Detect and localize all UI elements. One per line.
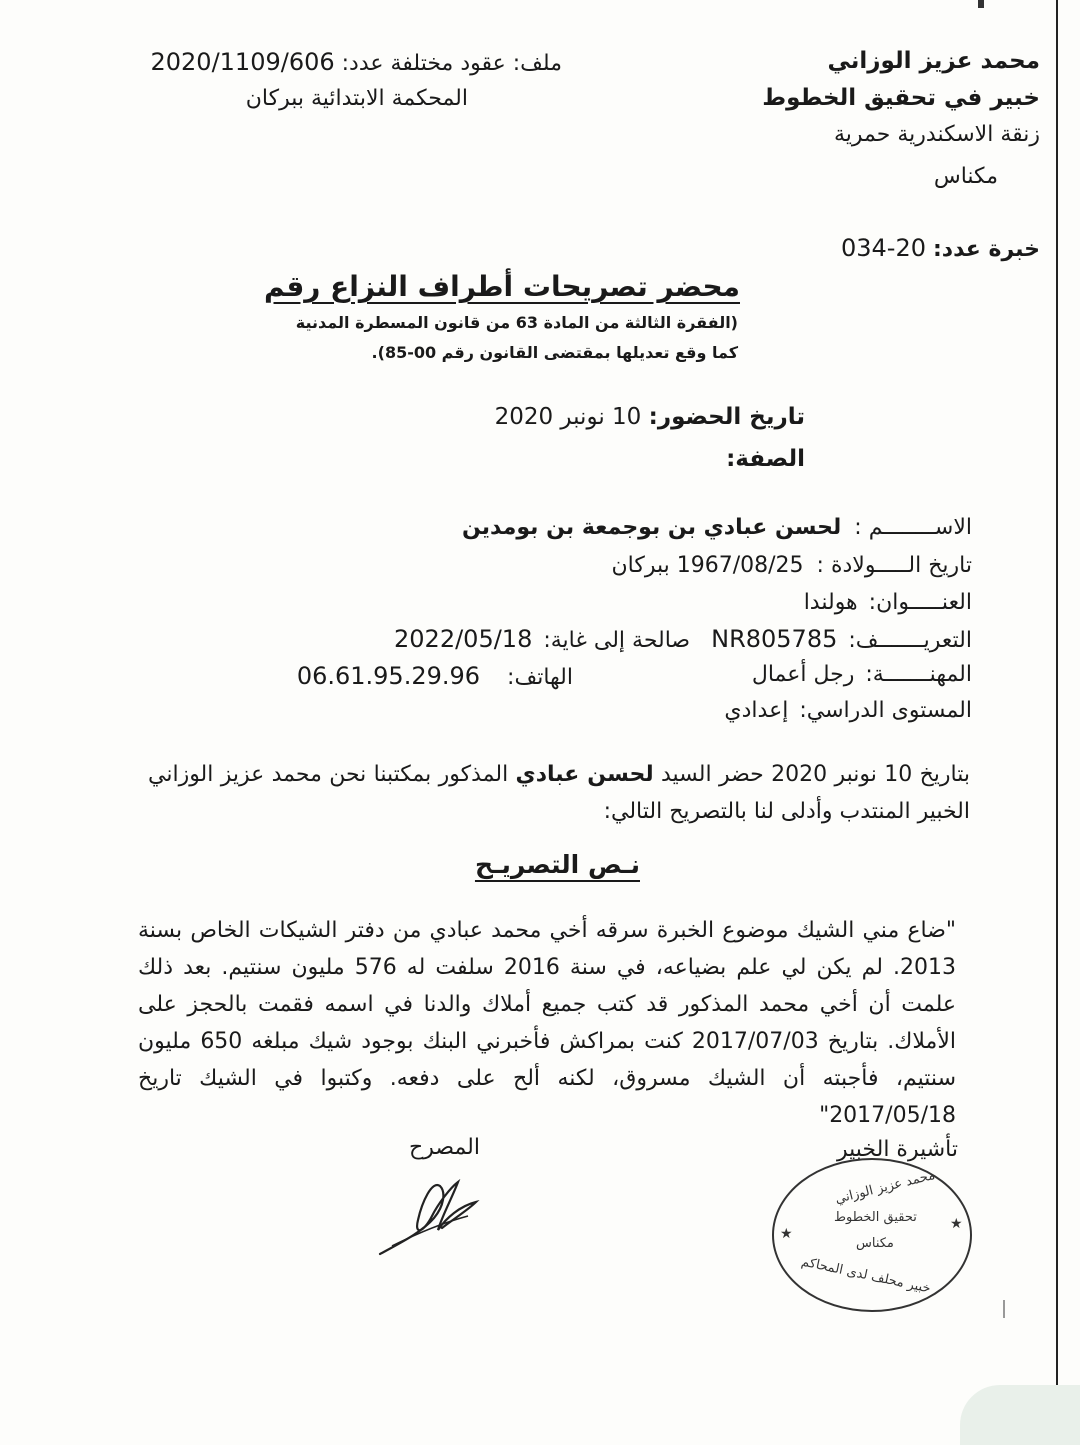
scan-mark xyxy=(978,0,984,8)
attendance-date-value: 10 نونبر 2020 xyxy=(494,404,642,430)
capacity-label: الصفة: xyxy=(726,446,805,472)
phone-row xyxy=(297,662,573,690)
intro-paragraph xyxy=(148,756,970,830)
seal-city: مكناس xyxy=(856,1236,894,1251)
expert-city: مكناس xyxy=(933,164,998,189)
seal-star-right-icon: ★ xyxy=(950,1216,963,1232)
address-row xyxy=(804,590,972,615)
education-value: إعدادي xyxy=(724,698,789,723)
education-row xyxy=(724,698,972,723)
valid-label: صالحة إلى غاية: xyxy=(543,628,691,653)
address-label: العنـــــوان: xyxy=(868,590,972,615)
phone-label: الهاتف: xyxy=(507,665,573,690)
seal-specialty: تحقيق الخطوط xyxy=(834,1210,917,1225)
expert-name: محمد عزيز الوزاني xyxy=(827,48,1040,74)
page-edge-line xyxy=(1056,0,1058,1412)
attendance-date-row xyxy=(495,404,805,430)
file-number-row xyxy=(150,48,562,76)
id-row xyxy=(394,625,972,653)
address-value: هولندا xyxy=(803,590,858,615)
declarant-signature xyxy=(372,1172,492,1262)
intro-text-1: بتاريخ 10 نونبر 2020 حضر السيد xyxy=(653,762,971,787)
file-label: ملف: عقود مختلفة عدد: xyxy=(341,51,562,76)
valid-value: 2022/05/18 xyxy=(394,625,533,653)
birth-row xyxy=(612,553,973,578)
name-row xyxy=(462,515,972,540)
birth-label: تاريخ الـــــولادة : xyxy=(816,553,972,578)
job-row xyxy=(752,662,972,687)
declarant-signature-label: المصرح xyxy=(409,1135,480,1160)
job-label: المهنـــــــة: xyxy=(865,662,972,687)
education-label: المستوى الدراسي: xyxy=(799,698,972,723)
expert-signature-label: تأشيرة الخبير xyxy=(837,1137,958,1162)
intro-person-name: لحسن عبادي xyxy=(515,762,654,787)
expert-seal xyxy=(772,1158,972,1312)
seal-name: محمد عزيز الوزاني xyxy=(833,1167,937,1208)
phone-value: 06.61.95.29.96 xyxy=(296,662,481,690)
scan-tick xyxy=(1003,1300,1005,1318)
expertise-number: 20-034 xyxy=(840,234,926,262)
file-number: 2020/1109/606 xyxy=(150,48,335,76)
document-title: محضر تصريحات أطراف النزاع رقم xyxy=(264,270,740,303)
name-label: الاســــــــم : xyxy=(854,515,972,540)
intro-text-2: المذكور بمكتبنا نحن محمد عزيز الوزاني الخبير المنتدب وأدلى لنا بالتصريح التالي: xyxy=(148,762,970,824)
name-value: لحسن عبادي بن بوجمعة بن بومدين xyxy=(462,515,842,540)
job-value: رجل أعمال xyxy=(751,662,855,687)
seal-footer: خبير محلف لدى المحاكم xyxy=(799,1254,932,1297)
id-label: التعريـــــــف: xyxy=(848,628,972,653)
attendance-date-label: تاريخ الحضور: xyxy=(648,404,805,430)
expertise-number-row xyxy=(841,234,1040,262)
court-name: المحكمة الابتدائية ببركان xyxy=(245,86,468,111)
expert-title: خبير في تحقيق الخطوط xyxy=(762,85,1040,111)
corner-shadow xyxy=(960,1385,1080,1445)
seal-star-left-icon: ★ xyxy=(780,1226,793,1242)
expert-address: زنقة الاسكندرية حمرية xyxy=(833,122,1040,147)
statement-text: "ضاع مني الشيك موضوع الخبرة سرقه أخي محمد عبادي من دفتر الشيكات الخاص بسنة 2013. لم يكن لي علم بضياعه، في سنة 2016 سلفت له 576 مليون سنتيم. بعد ذلك علمت أن أخي محمد المذكور قد كتب جميع أملاك والدنا في اسمه فقمت بالحجز على الأملاك. بتاريخ 2017/07/03 كنت بمراكش فأخبرني البنك بوجود شيك مبلغه 650 مليون سنتيم، فأجبته أن الشيك مسروق، لكنه ألح على دفعه. وكتبوا في الشيك تاريخ 2017/05/18" xyxy=(138,918,956,1128)
title-subline-2: كما وقع تعديلها بمقتضى القانون رقم 00-85). xyxy=(371,343,738,362)
id-value: NR805785 xyxy=(711,625,838,653)
expertise-label: خبرة عدد: xyxy=(933,237,1040,262)
birth-value: 1967/08/25 ببركان xyxy=(611,553,804,578)
statement-heading: نـص التصريـح xyxy=(474,850,640,879)
title-subline-1: (الفقرة الثالثة من المادة 63 من قانون المسطرة المدنية xyxy=(295,313,738,332)
